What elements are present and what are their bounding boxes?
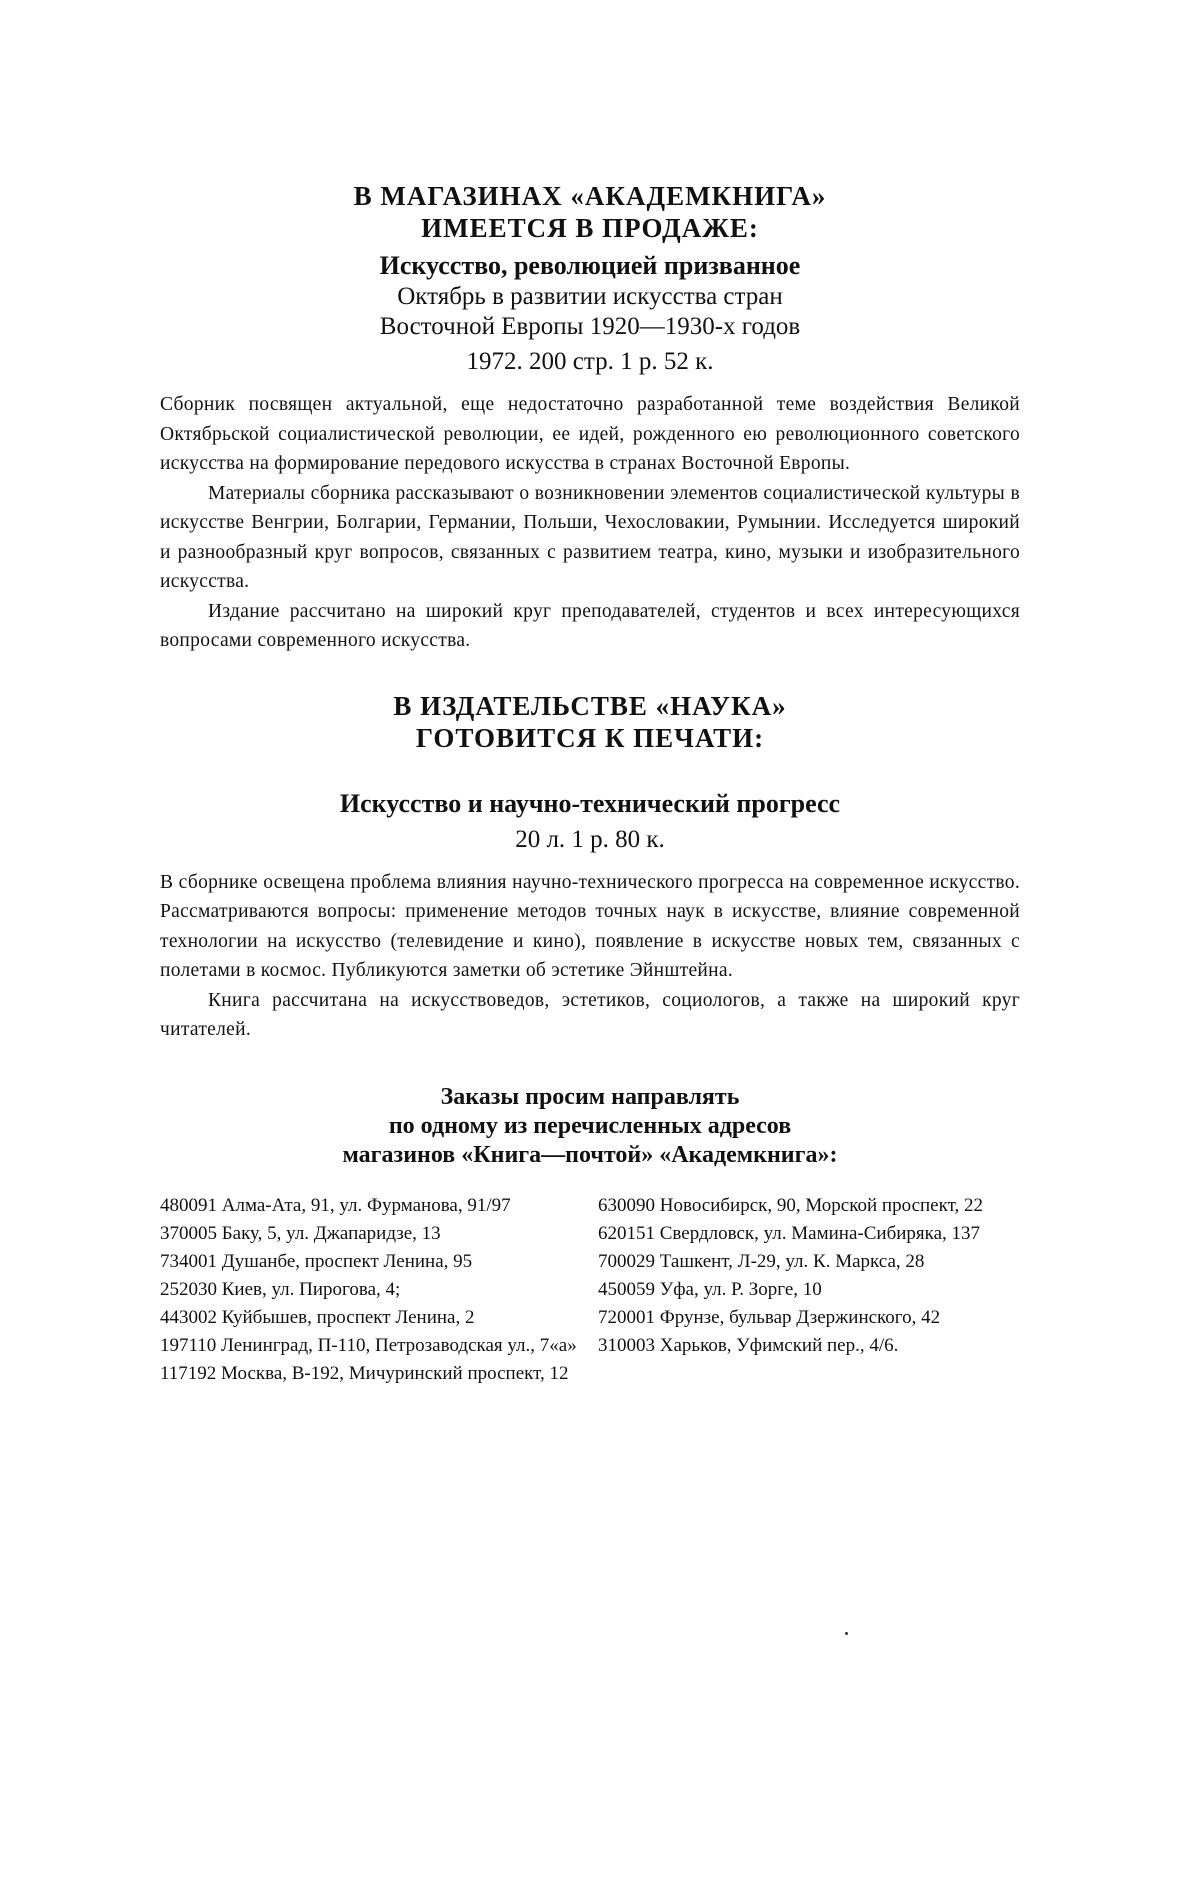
section1-heading-line2: ИМЕЕТСЯ В ПРОДАЖЕ: bbox=[421, 213, 759, 243]
section2-paragraph: Книга рассчитана на искусствоведов, эстетиков, социологов, а также на широкий круг читателей. bbox=[160, 989, 1020, 1040]
address-item: 630090 Новосибирск, 90, Морской проспект, 22 bbox=[598, 1194, 983, 1216]
address-item: 197110 Ленинград, П-110, Петрозаводская ул., 7«а» bbox=[160, 1334, 577, 1356]
address-item: 370005 Баку, 5, ул. Джапаридзе, 13 bbox=[160, 1222, 441, 1244]
section2-paragraph: В сборнике освещена проблема влияния научно-технического прогресса на современное искусство. Рассматриваются вопросы: применение методов точных наук в искусстве, влияние современной технологии на искусство (телевидение и кино), появление в искусстве новых тем, связанных с полетами в космос. Публикуются заметки об эстетике Эйнштейна. bbox=[160, 871, 1020, 981]
address-item: 620151 Свердловск, ул. Мамина-Сибиряка, 137 bbox=[598, 1222, 981, 1244]
address-item: 480091 Алма-Ата, 91, ул. Фурманова, 91/97 bbox=[160, 1194, 511, 1216]
section1-paragraph: Издание рассчитано на широкий круг преподавателей, студентов и всех интересующихся вопросами современного искусства. bbox=[160, 600, 1020, 651]
address-column-left bbox=[160, 1192, 585, 1388]
address-column-right bbox=[598, 1192, 1020, 1388]
address-item: 117192 Москва, В-192, Мичуринский проспект, 12 bbox=[160, 1362, 569, 1384]
section1-subtitle-line1: Октябрь в развитии искусства стран bbox=[397, 283, 783, 310]
address-item: 310003 Харьков, Уфимский пер., 4/6. bbox=[598, 1334, 899, 1356]
address-item: 734001 Душанбе, проспект Ленина, 95 bbox=[160, 1250, 473, 1272]
section1-subtitle-line2: Восточной Европы 1920—1930-х годов bbox=[379, 313, 801, 340]
address-item: 450059 Уфа, ул. Р. Зорге, 10 bbox=[598, 1278, 822, 1300]
section-nauka bbox=[160, 690, 1020, 856]
section2-book-title: Искусство и научно-технический прогресс bbox=[339, 788, 841, 818]
section1-paragraph: Материалы сборника рассказывают о возникновении элементов социалистической культуры в искусстве Венгрии, Болгарии, Германии, Польши, Чехословакии, Румынии. Исследуется широкий и разнообразный круг вопросов, связанных с развитием театра, кино, музыки и изобразительного искусства. bbox=[160, 482, 1020, 592]
address-item: 720001 Фрунзе, бульвар Дзержинского, 42 bbox=[598, 1306, 941, 1328]
section1-meta: 1972. 200 стр. 1 р. 52 к. bbox=[466, 348, 714, 375]
orders-heading-line2: по одному из перечисленных адресов bbox=[388, 1112, 792, 1139]
print-speck bbox=[845, 1632, 848, 1635]
section-akademkniga bbox=[160, 180, 1020, 378]
orders-heading bbox=[160, 1083, 1020, 1170]
section2-heading-line2: ГОТОВИТСЯ К ПЕЧАТИ: bbox=[415, 722, 765, 753]
section1-book-title: Искусство, революцией призванное bbox=[379, 251, 801, 280]
section1-paragraph: Сборник посвящен актуальной, еще недостаточно разработанной теме воздействия Великой Октябрьской социалистической революции, ее идей, рожденного ею революционного советского искусства на формирование передового искусства в странах Восточной Европы. bbox=[160, 394, 1020, 474]
page bbox=[160, 180, 1020, 1388]
section2-heading-line1: В ИЗДАТЕЛЬСТВЕ «НАУКА» bbox=[393, 690, 787, 721]
orders-heading-line3: магазинов «Книга—почтой» «Академкнига»: bbox=[342, 1141, 838, 1168]
section2-meta: 20 л. 1 р. 80 к. bbox=[515, 825, 665, 853]
address-item: 700029 Ташкент, Л-29, ул. К. Маркса, 28 bbox=[598, 1250, 925, 1272]
section1-heading-line1: В МАГАЗИНАХ «АКАДЕМКНИГА» bbox=[353, 181, 827, 211]
address-item: 443002 Куйбышев, проспект Ленина, 2 bbox=[160, 1306, 475, 1328]
address-item: 252030 Киев, ул. Пирогова, 4; bbox=[160, 1278, 401, 1300]
orders-heading-line1: Заказы просим направлять bbox=[440, 1083, 740, 1110]
address-list bbox=[160, 1192, 1020, 1388]
